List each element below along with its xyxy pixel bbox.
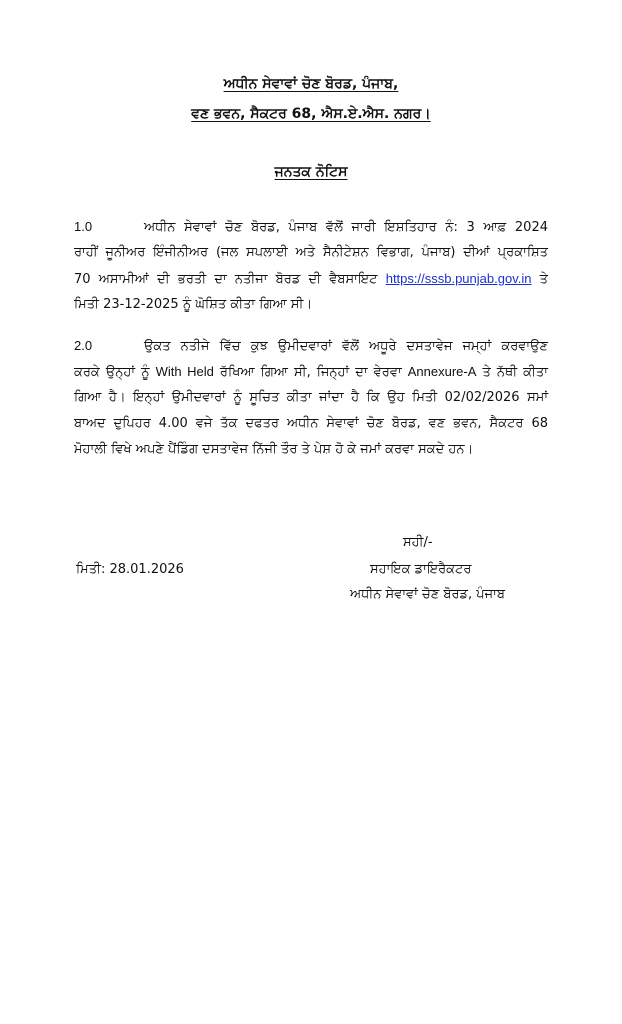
paragraph-2-text-2b: ਰੱਖਿਆ ਗਿਆ ਸੀ, ਜਿਨ੍ਹਾਂ ਦਾ ਵੇਰਵਾ <box>213 365 408 380</box>
notice-date: ਮਿਤੀ: 28.01.2026 <box>76 562 184 577</box>
paragraph-2-text-2a: ਕਰਕੇ ਉਨ੍ਹਾਂ ਨੂੰ <box>74 365 156 380</box>
paragraph-1-line-2: ਰਾਹੀਂ ਜੂਨੀਅਰ ਇੰਜੀਨੀਅਰ (ਜਲ ਸਪਲਾਈ ਅਤੇ ਸੈਨੀਟੇਸ਼ਨ ਵਿਭਾਗ, ਪੰਜਾਬ) ਦੀਆਂ ਪ੍ਰਕਾਸ਼ਿਤ <box>74 245 548 260</box>
paragraph-1-line-4: ਮਿਤੀ 23-12-2025 ਨੂੰ ਘੋਸ਼ਿਤ ਕੀਤਾ ਗਿਆ ਸੀ। <box>74 297 313 312</box>
signatory-title: ਸਹਾਇਕ ਡਾਇਰੈਕਟਰ <box>370 562 472 577</box>
paragraph-2 <box>74 333 548 463</box>
paragraph-2-text-1: ਉਕਤ ਨਤੀਜੇ ਵਿੱਚ ਕੁਝ ਉਮੀਦਵਾਰਾਂ ਵੱਲੋਂ ਅਧੂਰੇ ਦਸਤਾਵੇਜ ਜਮ੍ਹਾਂ ਕਰਵਾਉਣ <box>144 339 548 354</box>
annexure-text: Annexure-A <box>407 364 477 379</box>
withheld-text: With Held <box>155 364 214 379</box>
paragraph-1-text-3a: 70 ਅਸਾਮੀਆਂ ਦੀ ਭਰਤੀ ਦਾ ਨਤੀਜਾ ਬੋਰਡ ਦੀ ਵੈਬਸਾਇਟ <box>74 272 386 287</box>
notice-title: ਜਨਤਕ ਨੋਟਿਸ <box>274 164 348 180</box>
paragraph-2-line-1 <box>74 333 548 359</box>
paragraph-1-number: 1.0 <box>74 219 93 234</box>
paragraph-2-line-5: ਮੋਹਾਲੀ ਵਿਖੇ ਅਪਣੇ ਪੈਂਡਿੰਗ ਦਸਤਾਵੇਜ ਨਿੱਜੀ ਤੌਰ ਤੇ ਪੇਸ਼ ਹੋ ਕੇ ਜਮਾਂ ਕਰਵਾ ਸਕਦੇ ਹਨ। <box>74 442 474 457</box>
website-link[interactable]: https://sssb.punjab.gov.in <box>385 271 532 286</box>
paragraph-2-number: 2.0 <box>74 338 93 353</box>
signatory-board: ਅਧੀਨ ਸੇਵਾਵਾਂ ਚੋਣ ਬੋਰਡ, ਪੰਜਾਬ <box>350 587 505 602</box>
paragraph-2-line-4: ਬਾਅਦ ਦੁਪਿਹਰ 4.00 ਵਜੇ ਤੱਕ ਦਫਤਰ ਅਧੀਨ ਸੇਵਾਵਾਂ ਚੋਣ ਬੋਰਡ, ਵਣ ਭਵਨ, ਸੈਕਟਰ 68 <box>74 416 548 431</box>
paragraph-1-text-1: ਅਧੀਨ ਸੇਵਾਵਾਂ ਚੋਣ ਬੋਰਡ, ਪੰਜਾਬ ਵੱਲੋਂ ਜਾਰੀ ਇਸ਼ਤਿਹਾਰ ਨੰ: 3 ਆਫ਼ 2024 <box>144 220 548 235</box>
paragraph-2-line-2 <box>74 359 548 385</box>
signature-mark: ਸਹੀ/- <box>403 535 433 550</box>
board-address-heading: ਵਣ ਭਵਨ, ਸੈਕਟਰ 68, ਐਸ.ਏ.ਐਸ. ਨਗਰ। <box>191 106 431 122</box>
board-name-heading: ਅਧੀਨ ਸੇਵਾਵਾਂ ਚੋਣ ਬੋਰਡ, ਪੰਜਾਬ, <box>223 76 399 92</box>
paragraph-1-line-1 <box>74 214 548 240</box>
paragraph-1-line-3 <box>74 266 548 292</box>
paragraph-1-text-3b: ਤੇ <box>531 272 548 287</box>
paragraph-2-text-2c: ਤੇ ਨੱਥੀ ਕੀਤਾ <box>476 365 548 380</box>
paragraph-1 <box>74 214 548 318</box>
paragraph-2-line-3: ਗਿਆ ਹੈ। ਇਨ੍ਹਾਂ ਉਮੀਦਵਾਰਾਂ ਨੂੰ ਸੂਚਿਤ ਕੀਤਾ ਜਾਂਦਾ ਹੈ ਕਿ ਉਹ ਮਿਤੀ 02/02/2026 ਸਮਾਂ <box>74 390 548 405</box>
